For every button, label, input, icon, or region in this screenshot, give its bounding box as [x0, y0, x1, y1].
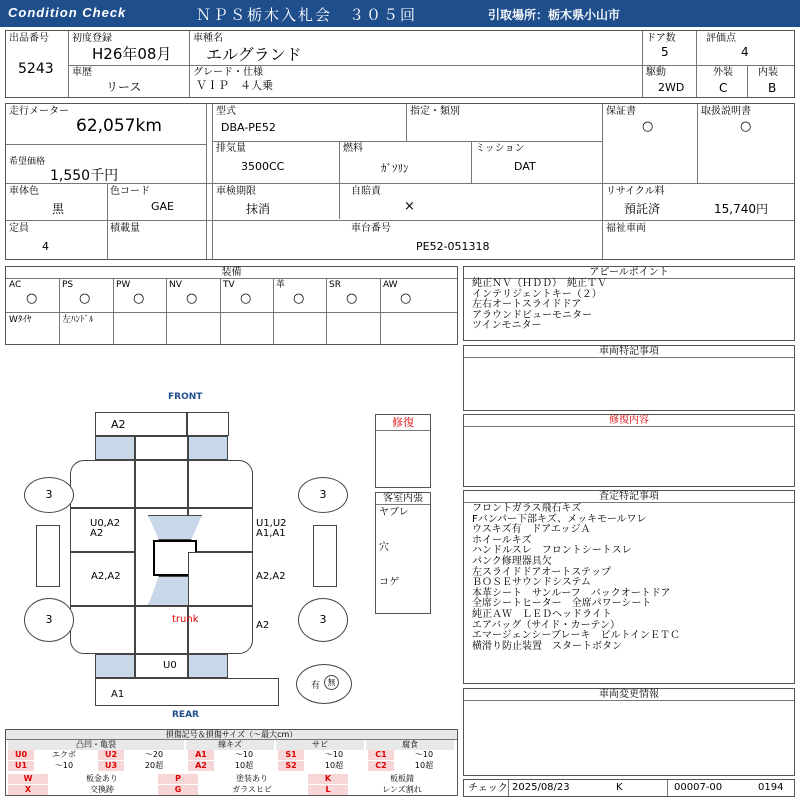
right-rear-door	[188, 552, 253, 606]
trunk-label: trunk	[172, 614, 199, 625]
manual-label: 取扱説明書	[701, 106, 751, 117]
legend-code: X	[8, 785, 48, 795]
chassis-value: PE52-051318	[416, 240, 490, 253]
auction-name: ＮＰＳ栃木入札会 ３０５回	[196, 6, 418, 24]
vehicle-change-panel	[463, 688, 795, 776]
lot-number: 5243	[18, 61, 54, 77]
repair-box	[375, 414, 431, 488]
mission-value: DAT	[514, 160, 536, 173]
legend-desc: ～20	[144, 750, 164, 759]
warranty-label: 保証書	[606, 106, 636, 117]
repair-contents-panel	[463, 414, 795, 487]
tire-left-front: 3	[24, 477, 74, 513]
reg-label: 初度登録	[72, 33, 112, 44]
doors-value: 5	[661, 45, 669, 59]
grade-label: グレード・仕様	[193, 67, 263, 78]
rear-left-corner	[95, 654, 135, 678]
cabin-box	[375, 492, 431, 614]
equip-label-5: 革	[276, 280, 286, 290]
appeal-title: アピールポイント	[464, 267, 794, 279]
equip-label-2: PW	[116, 280, 131, 290]
right-rear-door-mark: A2,A2	[256, 571, 286, 582]
equip-value-5: ○	[293, 291, 305, 306]
footer-code-1: 00007-00	[674, 782, 723, 793]
price-label: 希望価格	[9, 157, 46, 167]
car-name: エルグランド	[206, 45, 302, 64]
hood	[135, 460, 188, 508]
equipment-panel	[5, 266, 458, 345]
cabin-box-title: 客室内張	[376, 493, 430, 505]
spare-tire-no: 無	[324, 675, 339, 690]
special-notes-panel	[463, 345, 795, 411]
legend-desc: ～10	[54, 761, 74, 770]
left-handle-label: 左ﾊﾝﾄﾞﾙ	[62, 315, 94, 325]
history-value: リース	[106, 80, 142, 94]
recycle-amount: 15,740円	[714, 202, 768, 216]
history-label: 車歴	[72, 67, 92, 78]
legend-title: 損傷記号＆損傷サイズ（～最大cm）	[6, 730, 457, 740]
equip-value-2: ○	[133, 291, 145, 306]
legend-desc: 10超	[324, 761, 344, 770]
check-date: 2025/08/23	[512, 782, 570, 793]
displacement-label: 排気量	[216, 143, 246, 154]
legend-code: L	[308, 785, 348, 795]
equip-label-6: SR	[329, 280, 341, 290]
front-bumper	[95, 412, 187, 436]
model-value: DBA-PE52	[221, 121, 276, 134]
score-value: 4	[741, 45, 749, 59]
header-bar	[0, 0, 800, 27]
legend-code: U1	[8, 761, 34, 771]
load-label: 積載量	[110, 223, 140, 234]
equip-label-7: AW	[383, 280, 398, 290]
legend-code: U2	[98, 750, 124, 760]
front-right-corner	[188, 436, 228, 460]
welfare-label: 福祉車両	[606, 223, 646, 234]
special-notes-title: 車両特記事項	[464, 346, 794, 358]
interior-grade: B	[768, 81, 777, 95]
legend-group-3: 腐食	[366, 740, 454, 750]
reg-date: H26年08月	[92, 45, 172, 63]
equip-value-3: ○	[186, 291, 198, 306]
tire-right-front: 3	[298, 477, 348, 513]
equip-label-3: NV	[169, 280, 182, 290]
fuel-value: ｶﾞｿﾘﾝ	[381, 162, 409, 175]
legend-desc: ～10	[234, 750, 254, 759]
legend-desc: ガラスヒビ	[232, 785, 272, 794]
cabin-item-hole: 穴	[379, 542, 389, 553]
equip-value-7: ○	[400, 291, 412, 306]
tire-left-rear: 3	[24, 598, 74, 642]
front-bumper-right	[187, 412, 229, 436]
fuel-label: 燃料	[343, 143, 363, 154]
legend-code: U3	[98, 761, 124, 771]
pickup-location: 引取場所：栃木県小山市	[488, 8, 621, 22]
model-label: 型式	[216, 106, 236, 117]
drive-label: 駆動	[646, 67, 666, 78]
legend-desc: 10超	[414, 761, 434, 770]
rear-bumper-mark: A1	[111, 689, 125, 700]
vehicle-change-title: 車両変更情報	[464, 689, 794, 701]
equip-label-0: AC	[9, 280, 22, 290]
chassis-label: 車台番号	[351, 223, 391, 234]
inspection-label: 車検期限	[216, 186, 256, 197]
legend-code: P	[158, 774, 198, 784]
legend-desc: 20超	[144, 761, 164, 770]
equip-label-4: TV	[223, 280, 235, 290]
grade-value: ＶＩＰ ４人乗	[196, 79, 273, 92]
header-title: Condition Check	[8, 5, 127, 20]
color-label: 車体色	[9, 186, 39, 197]
equip-label-1: PS	[62, 280, 74, 290]
left-fender	[70, 460, 135, 508]
legend-desc: 板金あり	[86, 774, 118, 783]
car-name-label: 車種名	[193, 33, 223, 44]
legend-code: S1	[278, 750, 304, 760]
check-label: チェック	[468, 783, 508, 794]
double-tire-label: Wﾀｲﾔ	[9, 315, 32, 325]
legend-group-1: 線キズ	[186, 740, 274, 750]
left-rear-door-mark: A2,A2	[91, 571, 121, 582]
spare-tire-yes: 有	[311, 681, 321, 691]
interior-label: 内装	[758, 67, 778, 78]
mileage-value: 62,057km	[76, 116, 162, 136]
recycle-label: リサイクル料	[606, 186, 665, 197]
repair-box-title: 修復	[376, 415, 430, 431]
front-left-corner	[95, 436, 135, 460]
legend-desc: ～10	[324, 750, 344, 759]
inspector-code: K	[616, 782, 623, 793]
damage-legend	[5, 729, 458, 796]
legend-code: U0	[8, 750, 34, 760]
assessment-title: 査定特記事項	[464, 491, 794, 503]
legend-desc: 10超	[234, 761, 254, 770]
mission-label: ミッション	[475, 143, 525, 154]
legend-code: C1	[368, 750, 394, 760]
legend-code: K	[308, 774, 348, 784]
insurance-label: 自賠責	[351, 186, 381, 197]
right-front-door-mark: U1,U2 A1,A1	[256, 518, 287, 539]
recycle-status: 預託済	[624, 202, 661, 216]
rear-panel	[135, 654, 188, 678]
legend-desc: 交換跡	[90, 785, 114, 794]
inspection-value: 抹消	[246, 202, 271, 216]
tire-right-rear: 3	[298, 598, 348, 642]
footer-code-2: 0194	[758, 782, 784, 793]
class-label: 指定・類別	[410, 106, 460, 117]
rear-label: REAR	[172, 710, 199, 720]
legend-desc: ～10	[414, 750, 434, 759]
color-code-value: GAE	[151, 200, 174, 213]
capacity-value: 4	[42, 240, 49, 253]
right-quarter-mark: A2	[256, 620, 270, 631]
legend-group-2: サビ	[276, 740, 364, 750]
legend-desc: 塗装あり	[236, 774, 268, 783]
legend-code: S2	[278, 761, 304, 771]
legend-code: G	[158, 785, 198, 795]
legend-desc: レンズ割れ	[382, 785, 422, 794]
left-mirror	[36, 525, 60, 587]
mileage-label: 走行メーター	[9, 106, 69, 117]
appeal-lines: 純正ＮＶ（ＨＤＤ） 純正ＴＶ インテリジェントキー（２） 左右オートスライドドア アラウンドビューモニター ツインモニター	[472, 278, 607, 332]
score-label: 評価点	[706, 33, 736, 44]
right-front-door	[188, 508, 253, 552]
repair-contents-title: 修復内容	[464, 415, 794, 427]
exterior-grade: C	[719, 81, 728, 95]
exterior-label: 外装	[713, 67, 733, 78]
color-value: 黒	[52, 202, 65, 216]
front-grille	[135, 436, 188, 460]
lot-label: 出品番号	[9, 33, 49, 44]
drive-value: 2WD	[658, 81, 685, 94]
equip-value-6: ○	[346, 291, 358, 306]
assessment-panel	[463, 490, 795, 684]
front-label: FRONT	[168, 392, 203, 402]
spec-table	[5, 103, 795, 260]
appeal-panel	[463, 266, 795, 341]
right-mirror	[313, 525, 337, 587]
front-bumper-mark: A2	[111, 418, 126, 431]
rear-panel-mark: U0	[163, 660, 177, 671]
color-code-label: 色コード	[110, 186, 150, 197]
legend-code: A1	[188, 750, 214, 760]
displacement-value: 3500CC	[241, 160, 285, 173]
legend-desc: エクボ	[52, 750, 76, 759]
insurance-value: ×	[404, 199, 415, 214]
equip-value-0: ○	[26, 291, 38, 306]
vehicle-summary	[5, 30, 795, 98]
left-front-door-mark: U0,A2 A2	[90, 518, 121, 539]
rear-right-corner	[188, 654, 228, 678]
manual-value: ○	[740, 119, 752, 134]
footer-bar	[463, 779, 795, 797]
doors-label: ドア数	[646, 33, 676, 44]
cabin-item-burn: コゲ	[379, 577, 399, 588]
legend-code: W	[8, 774, 48, 784]
assessment-lines: フロントガラス飛石キズ Fバンパー下部キズ、メッキモールワレ ウスキズ有 ドアエッジＡ ホイールキズ ハンドルスレ フロントシートスレ パンク修理器具欠 左スライドドアオートステップ ＢＯＳＥサウンドシステム 本革シート サンルーフ バックオートドア 全席シートヒーター 全席パワーシート 純正ＡＷ ＬＥＤヘッドライト エアバッグ（サイド・カーテン） エマージェンシーブレーキ ビルトインＥＴＣ 横滑り防止装置 スタートボタン	[472, 503, 680, 652]
equip-value-1: ○	[79, 291, 91, 306]
capacity-label: 定員	[9, 223, 29, 234]
cabin-item-tear: ヤブレ	[379, 507, 409, 518]
equip-value-4: ○	[240, 291, 252, 306]
price-value: 1,550千円	[50, 168, 119, 184]
equipment-title: 装備	[6, 267, 457, 279]
right-fender	[188, 460, 253, 508]
legend-desc: 板板錆	[390, 774, 414, 783]
left-quarter	[70, 606, 135, 654]
warranty-value: ○	[642, 119, 654, 134]
legend-code: A2	[188, 761, 214, 771]
legend-group-0: 凸凹・亀裂	[8, 740, 184, 750]
legend-code: C2	[368, 761, 394, 771]
